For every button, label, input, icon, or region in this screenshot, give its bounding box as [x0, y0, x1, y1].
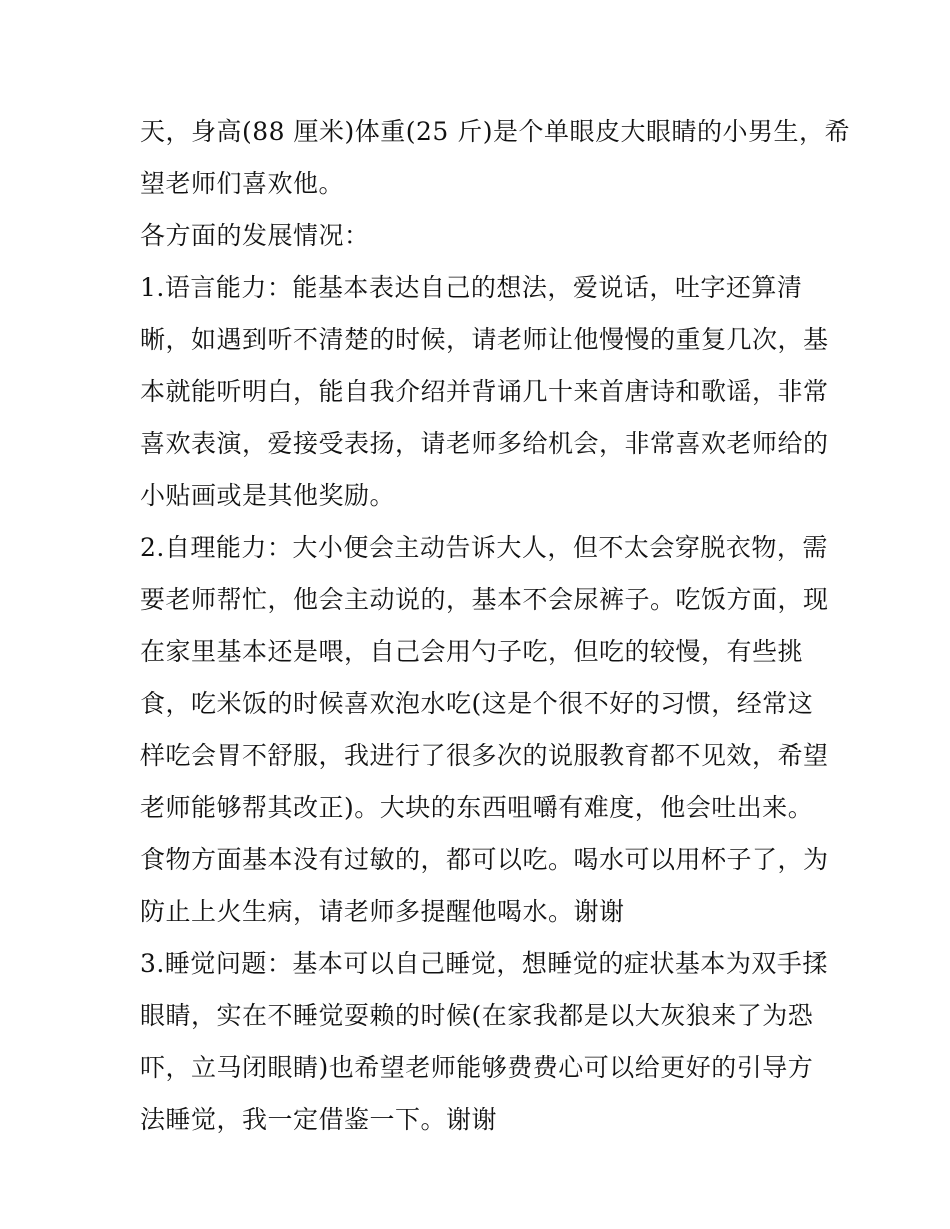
text-line: 要老师帮忙，他会主动说的，基本不会尿裤子。吃饭方面，现: [140, 585, 829, 614]
document-body: [140, 106, 851, 1146]
text-line: 望老师们喜欢他。: [140, 169, 345, 198]
text-line: 眼睛，实在不睡觉耍赖的时候(在家我都是以大灰狼来了为恐: [140, 1001, 814, 1030]
text-line: 防止上火生病，请老师多提醒他喝水。谢谢: [140, 897, 625, 926]
text-line: 晰，如遇到听不清楚的时候，请老师让他慢慢的重复几次，基: [140, 325, 829, 354]
text-line: 2.自理能力：大小便会主动告诉大人，但不太会穿脱衣物，需: [140, 533, 828, 562]
text-line: 食，吃米饭的时候喜欢泡水吃(这是个很不好的习惯，经常这: [140, 689, 814, 718]
text-line: 样吃会胃不舒服，我进行了很多次的说服教育都不见效，希望: [140, 741, 829, 770]
text-line: 天，身高(88 厘米)体重(25 斤)是个单眼皮大眼睛的小男生，希: [140, 117, 851, 146]
text-line: 3.睡觉问题：基本可以自己睡觉，想睡觉的症状基本为双手揉: [140, 949, 828, 978]
text-line: 本就能听明白，能自我介绍并背诵几十来首唐诗和歌谣，非常: [140, 377, 829, 406]
text-line: 喜欢表演，爱接受表扬，请老师多给机会，非常喜欢老师给的: [140, 429, 829, 458]
text-line: 食物方面基本没有过敏的，都可以吃。喝水可以用杯子了，为: [140, 845, 829, 874]
text-line: 老师能够帮其改正)。大块的东西咀嚼有难度，他会吐出来。: [140, 793, 814, 822]
text-line: 在家里基本还是喂，自己会用勺子吃，但吃的较慢，有些挑: [140, 637, 804, 666]
text-line: 小贴画或是其他奖励。: [140, 481, 396, 510]
text-line: 法睡觉，我一定借鉴一下。谢谢: [140, 1105, 498, 1134]
text-line: 1.语言能力：能基本表达自己的想法，爱说话，吐字还算清: [140, 273, 803, 302]
text-line: 吓，立马闭眼睛)也希望老师能够费费心可以给更好的引导方: [140, 1053, 814, 1082]
section-heading: 各方面的发展情况：: [140, 221, 370, 250]
